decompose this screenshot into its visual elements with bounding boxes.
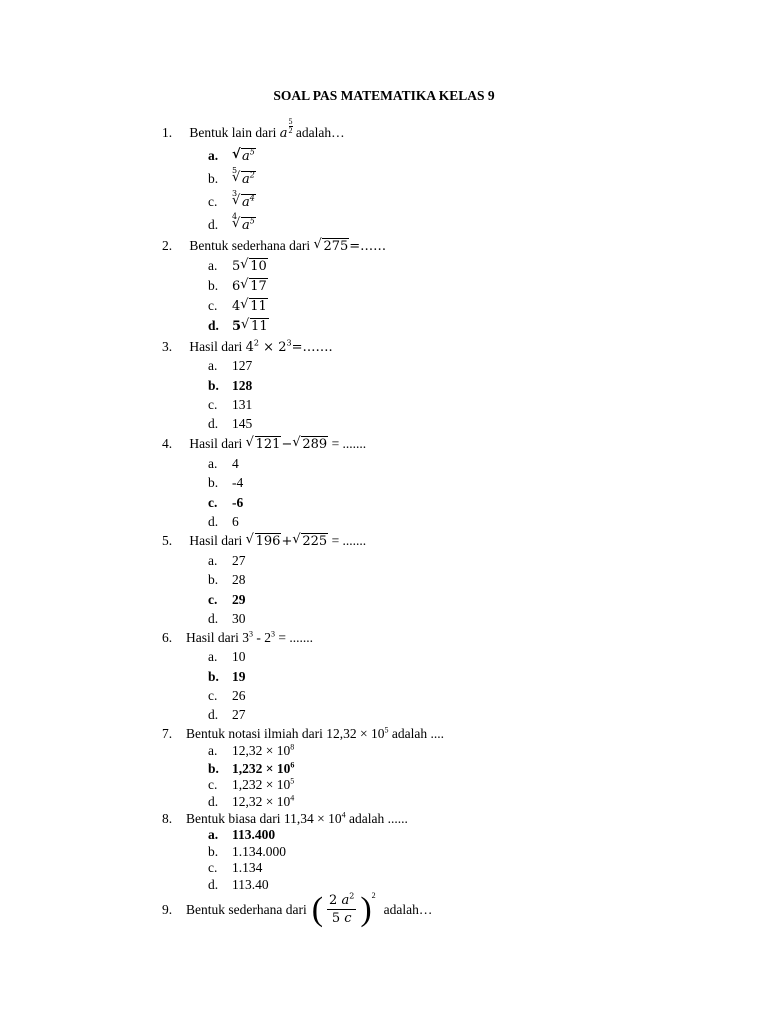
option-6d[interactable]: [208, 707, 246, 723]
question-7: [162, 726, 444, 742]
question-text: Bentuk notasi ilmiah dari $12,32 \times 10^5$ adalah ....: [186, 725, 444, 741]
option-4b[interactable]: [208, 475, 243, 491]
option-text: $1,232 \times 10^6$: [232, 760, 295, 776]
option-8d[interactable]: [208, 877, 269, 893]
option-6c[interactable]: [208, 688, 246, 704]
option-letter: b.: [208, 475, 219, 490]
radicand: $a^2$: [242, 170, 255, 187]
option-text: 113.400: [232, 827, 276, 842]
question-2: [162, 238, 386, 254]
radical: [292, 534, 328, 549]
option-text: 4: [232, 456, 239, 471]
operator: +: [281, 534, 293, 549]
option-letter: b.: [208, 171, 219, 186]
radical: [313, 239, 349, 254]
option-letter: d.: [208, 794, 219, 809]
option-text: 19: [232, 669, 246, 684]
option-text: 113.40: [232, 877, 269, 892]
option-letter: b.: [208, 378, 219, 393]
radical: [241, 319, 269, 334]
option-text: 27: [232, 553, 246, 568]
option-letter: b.: [208, 761, 219, 776]
radical: [240, 259, 268, 274]
question-text: Hasil dari: [189, 533, 243, 548]
coefficient: 5: [232, 319, 242, 334]
question-text: Bentuk sederhana dari: [186, 901, 307, 917]
radicand: 289: [302, 437, 328, 452]
question-number: 9.: [162, 901, 173, 917]
coefficient: 4: [232, 299, 241, 314]
option-4c[interactable]: [208, 495, 243, 511]
option-4a[interactable]: [208, 456, 239, 472]
option-letter: b.: [208, 278, 219, 293]
radical: [240, 299, 268, 314]
option-letter: a.: [208, 743, 218, 758]
option-text: $1,232 \times 10^5$: [232, 776, 295, 792]
option-5a[interactable]: [208, 553, 246, 569]
option-3c[interactable]: [208, 397, 252, 413]
radical: [232, 189, 256, 210]
radicand: $a^5$: [242, 147, 255, 164]
option-7a[interactable]: [208, 743, 294, 759]
option-letter: c.: [208, 298, 218, 313]
question-4: [162, 436, 366, 452]
question-9: 9. Bentuk sederhana dari ( $\frac{2 a^2}{5 c}$ ) $^2$ adalah…: [162, 890, 433, 928]
option-5c[interactable]: [208, 592, 246, 608]
option-letter: d.: [208, 707, 219, 722]
radicand: 11: [251, 319, 268, 334]
option-4d[interactable]: [208, 514, 239, 530]
question-suffix: =……: [349, 239, 387, 254]
option-letter: a.: [208, 258, 218, 273]
left-paren: (: [311, 890, 324, 928]
option-letter: d.: [208, 877, 219, 892]
option-1d[interactable]: [208, 212, 256, 233]
option-1a[interactable]: [208, 148, 256, 164]
option-2c[interactable]: [208, 298, 268, 314]
radicand: 196: [255, 534, 281, 549]
right-paren: ): [360, 890, 372, 928]
option-text: 28: [232, 572, 246, 587]
option-letter: c.: [208, 397, 218, 412]
option-letter: a.: [208, 148, 219, 163]
radical: [232, 212, 256, 233]
radicand: 121: [255, 437, 281, 452]
question-number: 8.: [162, 811, 173, 826]
option-text: $12,32 \times 10^4$: [232, 793, 295, 809]
option-1c[interactable]: [208, 189, 256, 210]
option-letter: b.: [208, 669, 219, 684]
option-letter: a.: [208, 456, 218, 471]
option-letter: a.: [208, 553, 218, 568]
option-text: 10: [232, 649, 246, 664]
radicand: 225: [302, 534, 328, 549]
math-expression: $4^2$ × $2^3=\dots\dots$.: [245, 338, 333, 355]
root-index: √ 3: [232, 189, 238, 198]
radical: [246, 437, 282, 452]
option-5d[interactable]: [208, 611, 246, 627]
option-text: 6: [232, 514, 239, 529]
option-3a[interactable]: [208, 358, 252, 374]
question-suffix: = .......: [331, 436, 367, 451]
option-letter: c.: [208, 495, 218, 510]
exp-numerator: 5: [288, 117, 293, 127]
option-2a[interactable]: [208, 258, 268, 274]
option-1b[interactable]: [208, 166, 256, 187]
option-text: 1.134.000: [232, 844, 286, 859]
radical: [232, 149, 256, 164]
fraction-exponent: [289, 118, 293, 135]
option-text: $12,32 \times 10^8$: [232, 742, 295, 758]
option-letter: d.: [208, 416, 219, 431]
question-number: 4.: [162, 436, 173, 451]
option-letter: a.: [208, 649, 218, 664]
option-6b[interactable]: [208, 669, 246, 685]
question-text: Hasil dari: [189, 436, 243, 451]
exp-denominator: 2: [288, 126, 293, 136]
radicand: 275: [323, 239, 349, 254]
option-text: 128: [232, 378, 253, 393]
question-number: 7.: [162, 726, 173, 741]
root-index: √ 4: [232, 212, 238, 221]
option-7c[interactable]: [208, 777, 294, 793]
option-text: 131: [232, 397, 253, 412]
question-number: 3.: [162, 339, 173, 354]
coefficient: 5: [232, 259, 241, 274]
option-letter: d.: [208, 611, 219, 626]
option-letter: c.: [208, 592, 218, 607]
option-text: 127: [232, 358, 253, 373]
question-suffix: = .......: [331, 533, 367, 548]
coefficient: 6: [232, 279, 241, 294]
question-text: Bentuk lain dari: [189, 125, 277, 140]
option-text: 26: [232, 688, 246, 703]
radicand: 11: [250, 299, 267, 314]
option-letter: b.: [208, 572, 219, 587]
option-2d[interactable]: [208, 318, 269, 334]
root-index: √ 5: [232, 166, 238, 175]
question-text: Bentuk sederhana dari: [189, 238, 311, 253]
radicand: $a^5$: [242, 216, 255, 233]
option-text: -6: [232, 495, 244, 510]
option-text: 145: [232, 416, 253, 431]
radicand: 17: [250, 279, 267, 294]
option-7b[interactable]: [208, 761, 294, 777]
option-8a[interactable]: [208, 827, 275, 843]
option-letter: a.: [208, 827, 219, 842]
question-number: 1.: [162, 125, 173, 140]
fraction: [323, 892, 360, 927]
radical: [240, 279, 268, 294]
question-text: Bentuk biasa dari $11,34 \times 10^4$ adalah ......: [186, 810, 408, 826]
question-suffix: adalah…: [383, 901, 433, 917]
option-8c[interactable]: [208, 860, 262, 876]
radical: [246, 534, 282, 549]
question-8: [162, 811, 408, 827]
fraction-numerator: 2 $a^2$: [329, 891, 355, 908]
option-letter: c.: [208, 688, 218, 703]
option-text: -4: [232, 475, 244, 490]
radicand: $a^4$: [242, 193, 255, 210]
option-3d[interactable]: [208, 416, 252, 432]
option-2b[interactable]: [208, 278, 268, 294]
question-6: [162, 630, 313, 646]
option-letter: c.: [208, 777, 218, 792]
option-text: 29: [232, 592, 246, 607]
question-number: 6.: [162, 630, 173, 645]
option-text: 27: [232, 707, 246, 722]
question-1: [162, 117, 345, 141]
radical: [292, 437, 328, 452]
option-letter: a.: [208, 358, 218, 373]
page-title: SOAL PAS MATEMATIKA KELAS 9: [273, 88, 495, 103]
question-3: [162, 339, 333, 355]
option-letter: c.: [208, 194, 218, 209]
option-5b[interactable]: [208, 572, 246, 588]
radicand: 10: [250, 259, 267, 274]
fraction-denominator: 5 c: [331, 911, 352, 926]
question-text: Hasil dari: [189, 339, 243, 354]
option-text: 1.134: [232, 860, 263, 875]
option-7d[interactable]: [208, 794, 294, 810]
question-suffix: adalah…: [295, 125, 345, 140]
option-text: 30: [232, 611, 246, 626]
option-letter: d.: [208, 217, 219, 232]
question-5: [162, 533, 366, 549]
option-3b[interactable]: [208, 378, 252, 394]
option-6a[interactable]: [208, 649, 246, 665]
question-number: 2.: [162, 238, 173, 253]
option-letter: c.: [208, 860, 218, 875]
option-letter: d.: [208, 514, 219, 529]
math-base: a: [279, 126, 288, 141]
option-letter: d.: [208, 318, 219, 333]
option-8b[interactable]: [208, 844, 286, 860]
question-text: Hasil dari $3^3 - 2^3$ = .......: [186, 629, 313, 645]
operator: −: [281, 437, 293, 452]
question-number: 5.: [162, 533, 173, 548]
radical: [232, 166, 256, 187]
option-letter: b.: [208, 844, 219, 859]
